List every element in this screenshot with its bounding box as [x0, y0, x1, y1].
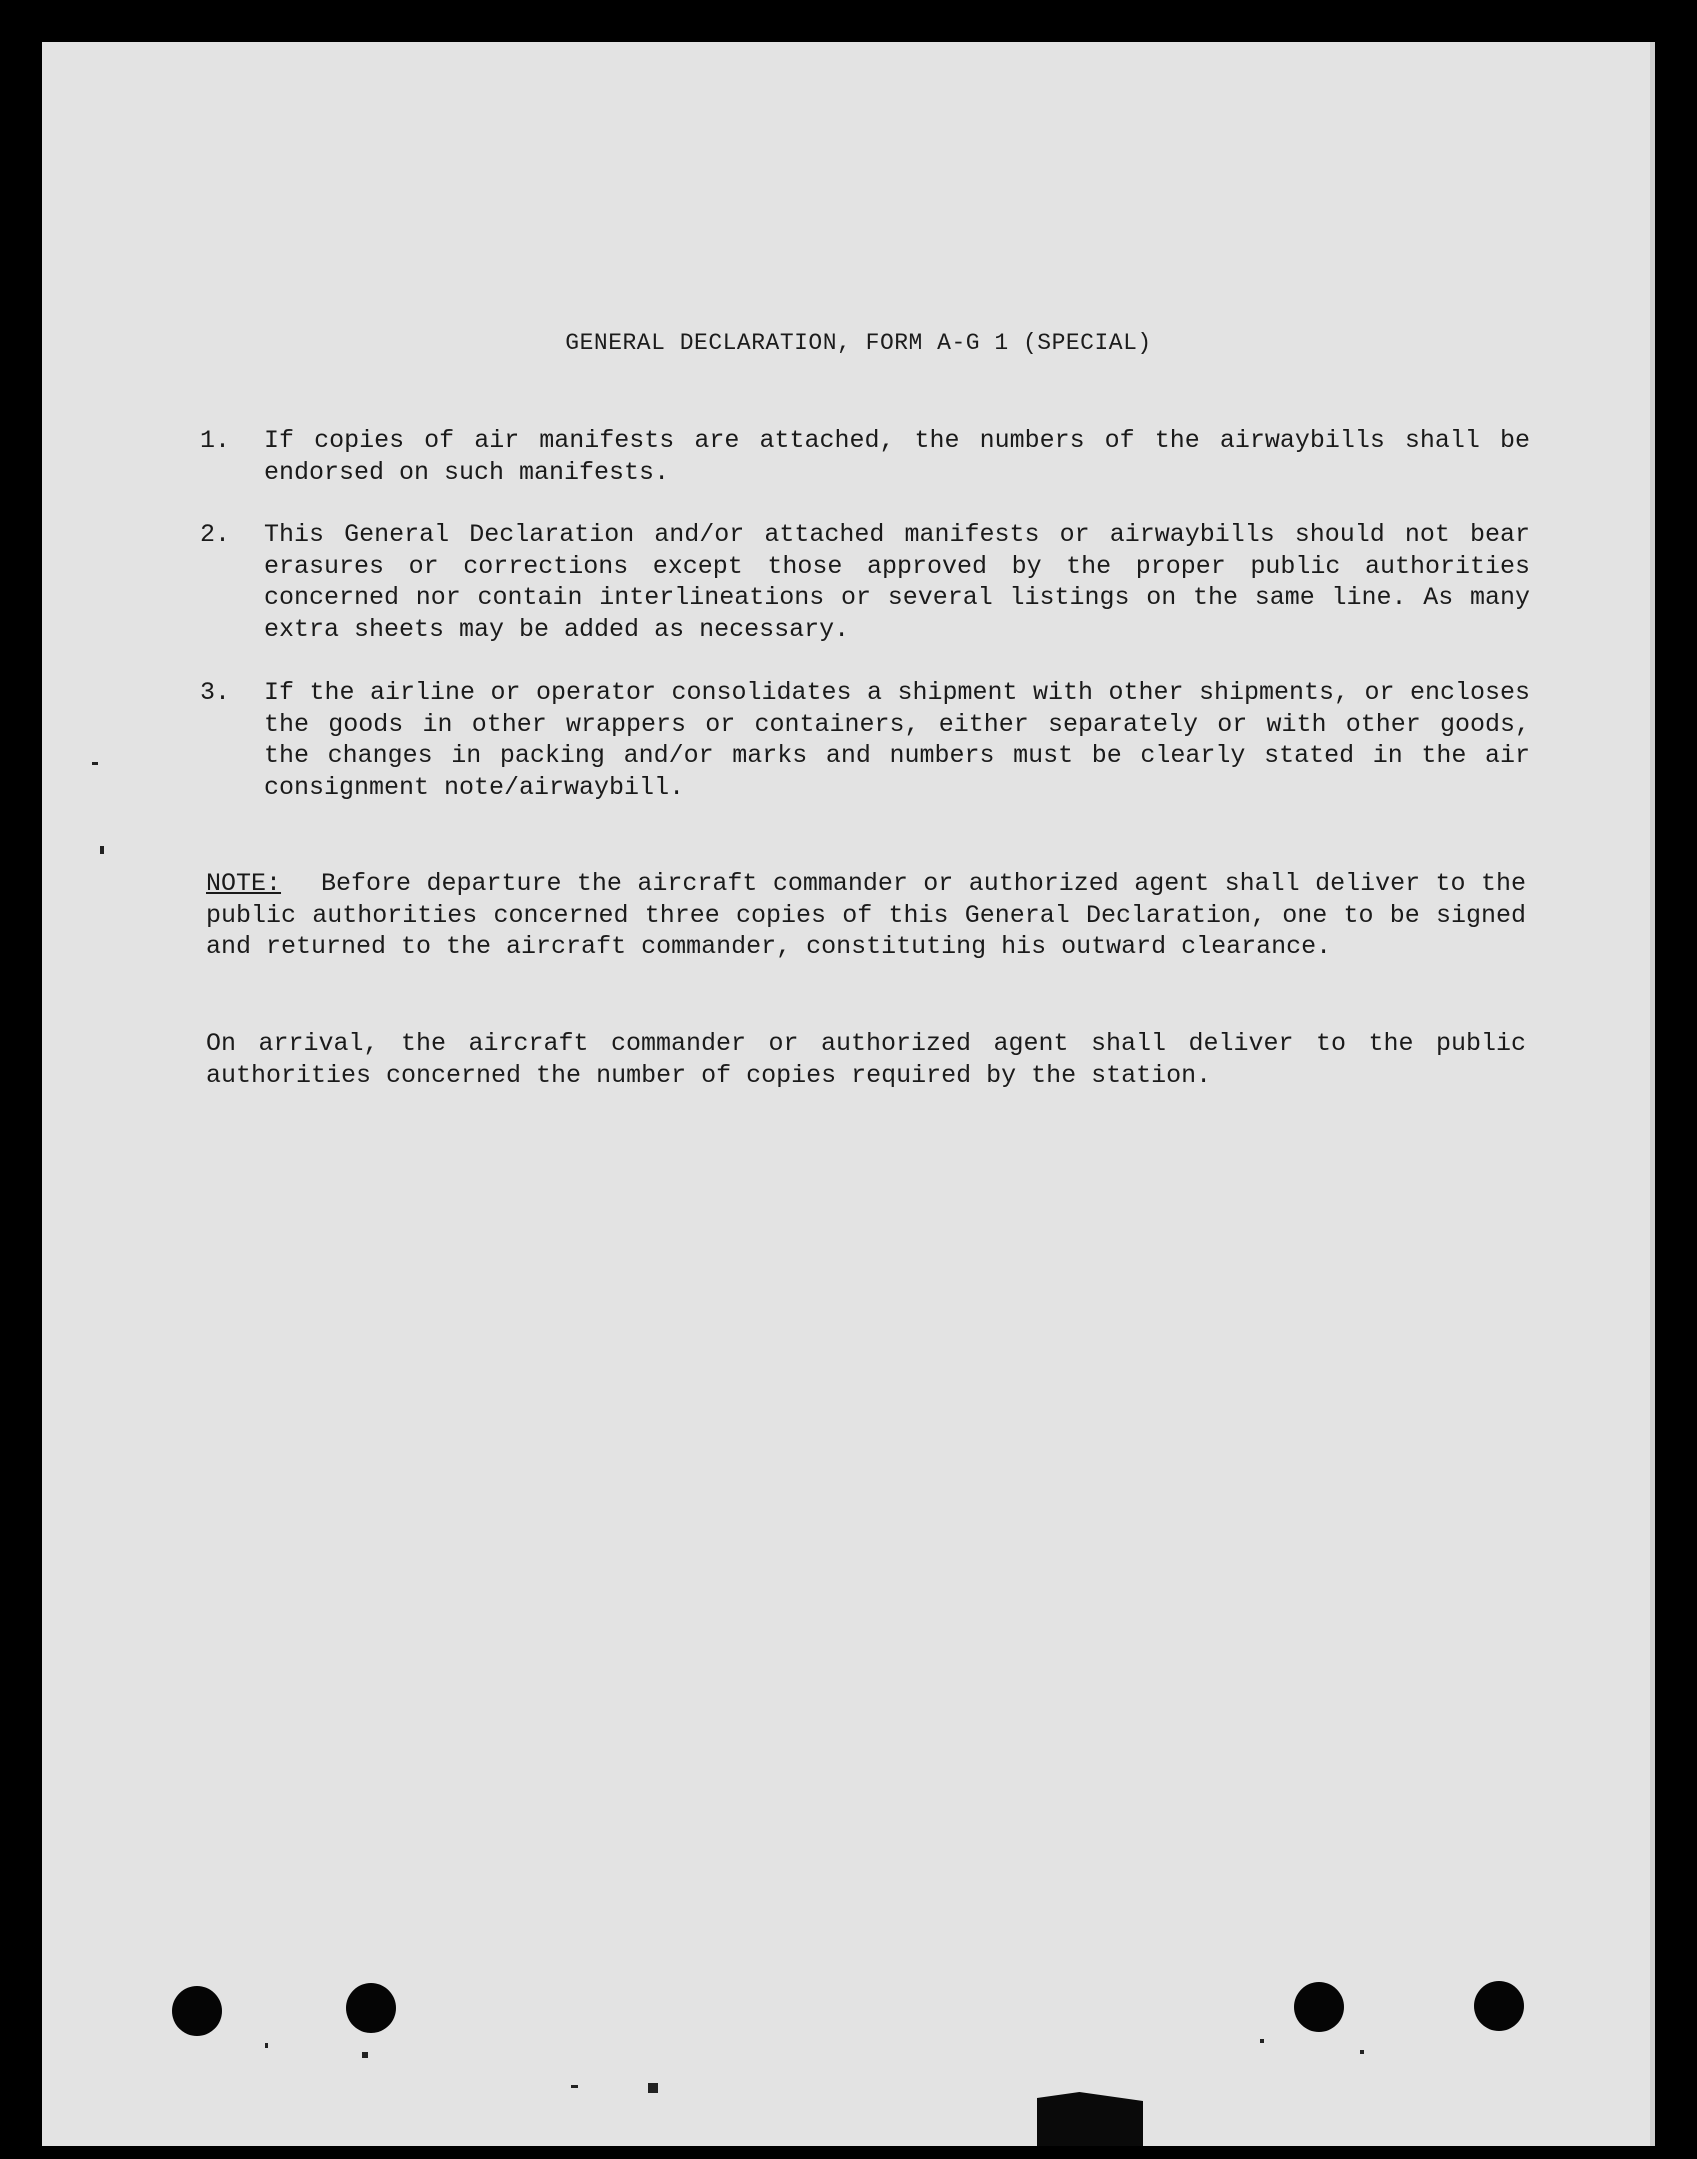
list-item-number: 2. — [200, 520, 231, 549]
list-item-number: 1. — [200, 426, 231, 455]
note-label: NOTE: — [206, 869, 282, 898]
arrival-paragraph: On arrival, the aircraft commander or authorized agent shall deliver to the public authorities concerned the number of copies required by the station. — [206, 1029, 1526, 1090]
scan-speck — [1260, 2039, 1264, 2043]
list-item — [200, 519, 1530, 645]
list-item-number: 3. — [200, 678, 231, 707]
list-item — [200, 677, 1530, 803]
list-item — [200, 425, 1530, 488]
scan-speck — [92, 762, 98, 765]
scan-speck — [100, 846, 104, 854]
punch-hole — [1294, 1982, 1344, 2032]
list-item-text: This General Declaration and/or attached manifests or airwaybills should not bear erasures or corrections except those approved by the proper public authorities concerned nor contain interlineations or several listings on the same line. As many extra sheets may be added as necessary. — [264, 520, 1530, 644]
list-item-text: If copies of air manifests are attached, the numbers of the airwaybills shall be endorsed on such manifests. — [264, 426, 1530, 487]
page-edge-shadow — [1650, 42, 1655, 2146]
list-item-text: If the airline or operator consolidates a shipment with other shipments, or encloses the goods in other wrappers or containers, either separately or with other goods, the changes in packing and/or marks and numbers must be clearly stated in the air consignment note/airwaybill. — [264, 678, 1530, 802]
note-paragraph — [206, 868, 1526, 963]
note-text: Before departure the aircraft commander or authorized agent shall deliver to the public authorities concerned three copies of this General Declaration, one to be signed and returned to the aircraft commander, constituting his outward clearance. — [206, 869, 1526, 961]
scan-speck — [1360, 2050, 1364, 2054]
document-page — [42, 42, 1650, 2146]
punch-hole — [346, 1983, 396, 2033]
punch-hole — [1474, 1981, 1524, 2031]
scan-speck — [362, 2052, 368, 2058]
scan-speck — [648, 2083, 658, 2093]
scan-speck — [571, 2085, 578, 2088]
scan-speck — [265, 2043, 268, 2048]
document-title: GENERAL DECLARATION, FORM A-G 1 (SPECIAL) — [565, 330, 1152, 356]
punch-hole — [172, 1986, 222, 2036]
